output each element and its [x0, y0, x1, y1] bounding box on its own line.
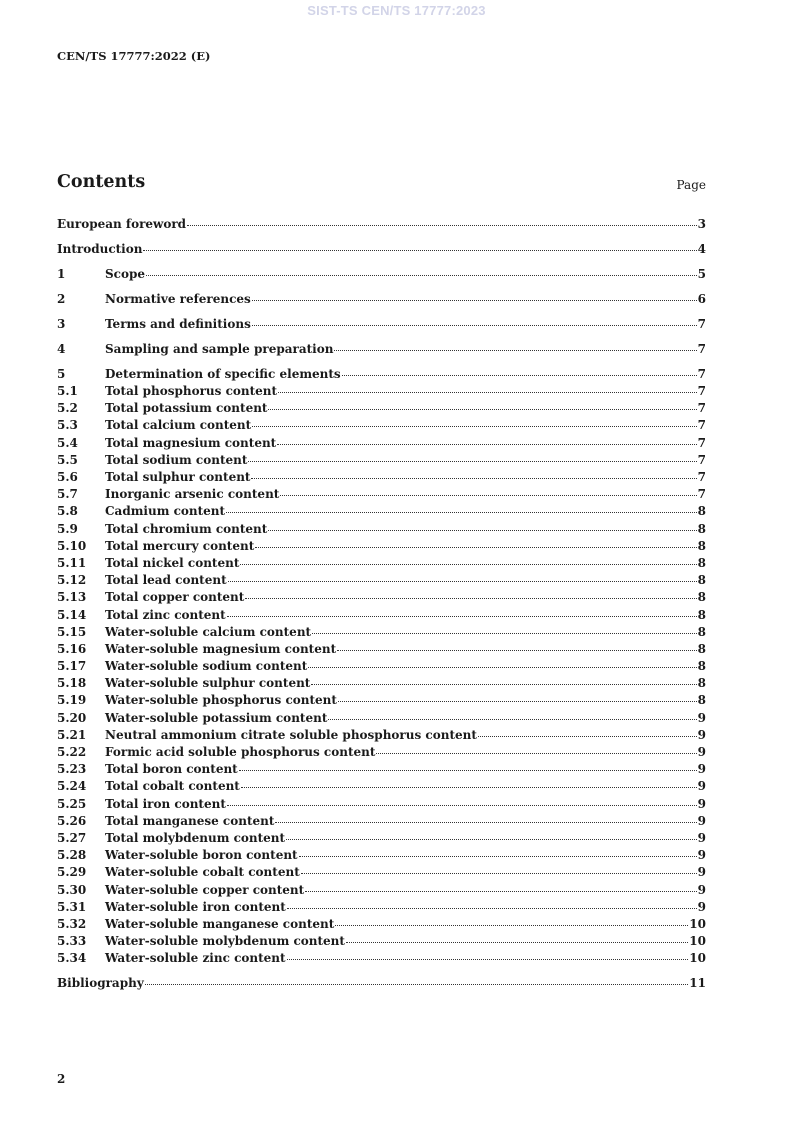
table-of-contents: [57, 216, 706, 992]
toc-entry[interactable]: [57, 916, 706, 933]
toc-entry-page: 7: [697, 401, 706, 416]
toc-entry[interactable]: [57, 521, 706, 538]
toc-entry-title: Sampling and sample preparation: [105, 341, 334, 356]
toc-entry-page: 8: [697, 590, 706, 605]
dot-leader: [334, 349, 696, 351]
toc-entry-number: 5.31: [57, 899, 87, 914]
toc-entry-page: 8: [697, 641, 706, 656]
toc-entry[interactable]: [57, 778, 706, 795]
dot-leader: [312, 632, 697, 634]
toc-entry[interactable]: [57, 882, 706, 899]
toc-entry-page: 9: [697, 796, 706, 811]
toc-entry[interactable]: [57, 950, 706, 967]
toc-entry-title: Bibliography: [57, 976, 144, 991]
dot-leader: [478, 735, 697, 737]
toc-entry-page: 7: [697, 366, 706, 381]
toc-entry[interactable]: [57, 847, 706, 864]
toc-entry-number: 5.26: [57, 813, 87, 828]
toc-entry-page: 5: [697, 266, 706, 281]
toc-entry-number: 5.10: [57, 538, 87, 553]
toc-entry-title: Total manganese content: [105, 813, 275, 828]
toc-entry-number: 5.29: [57, 865, 87, 880]
toc-entry-page: 10: [689, 916, 706, 931]
dot-leader: [301, 872, 697, 874]
toc-entry[interactable]: [57, 383, 706, 400]
dot-leader: [227, 804, 697, 806]
toc-entry-number: 5.13: [57, 590, 87, 605]
toc-entry-number: 5.21: [57, 727, 87, 742]
toc-entry-title: Water-soluble sulphur content: [105, 676, 311, 691]
page-column-label: Page: [676, 178, 706, 192]
toc-entry-page: 7: [697, 470, 706, 485]
dot-leader: [311, 683, 696, 685]
dot-leader: [346, 941, 688, 943]
toc-entry[interactable]: [57, 692, 706, 709]
document-id: CEN/TS 17777:2022 (E): [57, 49, 211, 63]
dot-leader: [286, 838, 697, 840]
toc-entry-page: 8: [697, 607, 706, 622]
toc-entry-number: 5.27: [57, 830, 87, 845]
toc-entry[interactable]: [57, 452, 706, 469]
dot-leader: [278, 391, 697, 393]
toc-entry[interactable]: [57, 589, 706, 606]
toc-entry-page: 8: [697, 521, 706, 536]
toc-entry-title: Total calcium content: [105, 418, 252, 433]
dot-leader: [146, 274, 697, 276]
dot-leader: [277, 443, 696, 445]
toc-entry-title: Total lead content: [105, 573, 227, 588]
toc-entry[interactable]: [57, 864, 706, 881]
toc-entry-page: 8: [697, 573, 706, 588]
dot-leader: [251, 477, 696, 479]
toc-entry-number: 1: [57, 266, 66, 281]
toc-entry-title: Total copper content: [105, 590, 245, 605]
dot-leader: [226, 511, 697, 513]
toc-entry-page: 9: [697, 899, 706, 914]
contents-title: Contents: [57, 172, 146, 192]
dot-leader: [255, 546, 696, 548]
toc-entry-number: 5.22: [57, 745, 87, 760]
toc-entry-number: 2: [57, 291, 66, 306]
toc-entry[interactable]: [57, 366, 706, 383]
toc-entry-title: Water-soluble iron content: [105, 899, 286, 914]
toc-entry-title: Total phosphorus content: [105, 384, 278, 399]
toc-entry-page: 9: [697, 848, 706, 863]
toc-entry-page: 9: [697, 865, 706, 880]
toc-entry-title: Total mercury content: [105, 538, 255, 553]
toc-entry[interactable]: [57, 216, 706, 233]
toc-entry-page: 10: [689, 934, 706, 949]
toc-entry-page: 9: [697, 779, 706, 794]
toc-entry-number: 5.2: [57, 401, 78, 416]
toc-entry-page: 8: [697, 676, 706, 691]
toc-entry-title: European foreword: [57, 217, 187, 231]
dot-leader: [268, 408, 696, 410]
toc-entry-title: Water-soluble magnesium content: [105, 641, 337, 656]
dot-leader: [337, 649, 697, 651]
dot-leader: [252, 425, 696, 427]
toc-entry[interactable]: [57, 572, 706, 589]
dot-leader: [227, 615, 697, 617]
toc-entry-number: 5.14: [57, 607, 87, 622]
toc-entry-number: 5.25: [57, 796, 87, 811]
toc-entry-title: Formic acid soluble phosphorus content: [105, 745, 376, 760]
toc-entry-page: 7: [697, 418, 706, 433]
dot-leader: [338, 700, 697, 702]
toc-entry-title: Terms and definitions: [105, 316, 251, 331]
dot-leader: [275, 821, 696, 823]
toc-entry[interactable]: [57, 266, 706, 283]
toc-entry-title: Inorganic arsenic content: [105, 487, 280, 502]
toc-entry-title: Water-soluble manganese content: [105, 916, 335, 931]
dot-leader: [308, 666, 696, 668]
toc-entry-number: 5.11: [57, 555, 87, 570]
toc-entry[interactable]: [57, 899, 706, 916]
toc-entry[interactable]: [57, 607, 706, 624]
toc-entry-number: 5.20: [57, 710, 87, 725]
toc-entry-number: 5: [57, 366, 66, 381]
toc-entry-title: Total zinc content: [105, 607, 226, 622]
toc-entry-page: 9: [697, 813, 706, 828]
toc-entry[interactable]: [57, 641, 706, 658]
toc-entry-title: Water-soluble zinc content: [105, 951, 286, 966]
toc-entry-number: 5.16: [57, 641, 87, 656]
toc-entry-page: 7: [697, 316, 706, 331]
toc-entry-number: 5.3: [57, 418, 78, 433]
toc-entry-number: 5.9: [57, 521, 78, 536]
toc-entry-page: 9: [697, 830, 706, 845]
toc-entry-page: 7: [697, 384, 706, 399]
toc-entry[interactable]: [57, 744, 706, 761]
toc-entry-number: 4: [57, 341, 66, 356]
toc-entry-title: Water-soluble potassium content: [105, 710, 328, 725]
toc-entry-title: Water-soluble copper content: [105, 882, 305, 897]
toc-entry-title: Total sulphur content: [105, 470, 251, 485]
toc-entry-title: Total sodium content: [105, 452, 248, 467]
toc-entry-number: 5.23: [57, 762, 87, 777]
dot-leader: [240, 563, 696, 565]
toc-entry-title: Cadmium content: [105, 504, 226, 519]
dot-leader: [287, 958, 689, 960]
toc-entry-page: 9: [697, 745, 706, 760]
dot-leader: [268, 529, 696, 531]
toc-entry-page: 9: [697, 762, 706, 777]
toc-entry-title: Total potassium content: [105, 401, 268, 416]
toc-entry-number: 5.1: [57, 384, 78, 399]
contents-header: [57, 172, 706, 196]
toc-entry-title: Introduction: [57, 241, 143, 256]
toc-entry[interactable]: [57, 675, 706, 692]
toc-entry[interactable]: [57, 555, 706, 572]
toc-entry[interactable]: [57, 761, 706, 778]
dot-leader: [328, 718, 696, 720]
toc-entry-title: Total nickel content: [105, 555, 240, 570]
toc-entry-page: 7: [697, 487, 706, 502]
toc-entry[interactable]: [57, 727, 706, 744]
toc-entry[interactable]: [57, 710, 706, 727]
toc-entry-title: Water-soluble molybdenum content: [105, 934, 345, 949]
watermark: SIST-TS CEN/TS 17777:2023: [307, 3, 486, 18]
toc-entry-page: 8: [697, 504, 706, 519]
toc-entry-page: 7: [697, 452, 706, 467]
toc-entry-page: 8: [697, 659, 706, 674]
page-number: 2: [57, 1072, 66, 1086]
dot-leader: [280, 494, 696, 496]
toc-entry[interactable]: [57, 241, 706, 258]
toc-entry-page: 6: [697, 291, 706, 306]
toc-entry-number: 5.4: [57, 435, 78, 450]
dot-leader: [239, 769, 697, 771]
toc-entry[interactable]: [57, 316, 706, 333]
dot-leader: [252, 324, 697, 326]
toc-entry-number: 5.33: [57, 934, 87, 949]
dot-leader: [241, 786, 697, 788]
dot-leader: [248, 460, 696, 462]
toc-entry-number: 5.12: [57, 573, 87, 588]
dot-leader: [305, 890, 696, 892]
dot-leader: [342, 374, 697, 376]
toc-entry-title: Total chromium content: [105, 521, 268, 536]
toc-entry-page: 3: [697, 217, 706, 231]
toc-entry-title: Total magnesium content: [105, 435, 277, 450]
toc-entry-page: 4: [697, 241, 706, 256]
toc-entry[interactable]: [57, 435, 706, 452]
toc-entry[interactable]: [57, 341, 706, 358]
toc-entry[interactable]: [57, 658, 706, 675]
toc-entry-title: Normative references: [105, 291, 251, 306]
toc-entry-number: 5.8: [57, 504, 78, 519]
dot-leader: [187, 224, 697, 226]
toc-entry-title: Total molybdenum content: [105, 830, 286, 845]
toc-entry-number: 5.17: [57, 659, 87, 674]
toc-entry[interactable]: [57, 400, 706, 417]
toc-entry-number: 5.6: [57, 470, 78, 485]
toc-entry[interactable]: [57, 975, 706, 992]
dot-leader: [252, 299, 697, 301]
dot-leader: [228, 580, 697, 582]
toc-entry-title: Water-soluble boron content: [105, 848, 298, 863]
toc-entry[interactable]: [57, 538, 706, 555]
toc-entry-title: Water-soluble calcium content: [105, 624, 312, 639]
toc-entry-number: 5.5: [57, 452, 78, 467]
toc-entry-title: Water-soluble sodium content: [105, 659, 308, 674]
dot-leader: [335, 924, 688, 926]
toc-entry-title: Determination of specific elements: [105, 366, 341, 381]
toc-entry[interactable]: [57, 486, 706, 503]
toc-entry-title: Total cobalt content: [105, 779, 240, 794]
toc-entry-page: 8: [697, 624, 706, 639]
toc-entry-page: 8: [697, 538, 706, 553]
toc-entry-number: 5.24: [57, 779, 87, 794]
toc-entry-page: 9: [697, 727, 706, 742]
toc-entry-page: 11: [689, 976, 706, 991]
toc-entry-page: 7: [697, 341, 706, 356]
toc-entry[interactable]: [57, 291, 706, 308]
toc-entry[interactable]: [57, 813, 706, 830]
toc-entry[interactable]: [57, 417, 706, 434]
dot-leader: [299, 855, 697, 857]
toc-entry-number: 5.32: [57, 916, 87, 931]
toc-entry-title: Neutral ammonium citrate soluble phosphorus content: [105, 727, 477, 742]
toc-entry-title: Scope: [105, 266, 146, 281]
toc-entry-page: 9: [697, 710, 706, 725]
toc-entry-page: 7: [697, 435, 706, 450]
dot-leader: [376, 752, 696, 754]
toc-entry-page: 8: [697, 555, 706, 570]
dot-leader: [245, 597, 696, 599]
dot-leader: [145, 983, 689, 985]
toc-entry-number: 5.30: [57, 882, 87, 897]
toc-entry-title: Water-soluble cobalt content: [105, 865, 300, 880]
toc-entry[interactable]: [57, 503, 706, 520]
toc-entry-number: 5.19: [57, 693, 87, 708]
toc-entry-page: 10: [689, 951, 706, 966]
toc-entry-page: 8: [697, 693, 706, 708]
toc-entry-title: Water-soluble phosphorus content: [105, 693, 337, 708]
toc-entry-number: 5.28: [57, 848, 87, 863]
toc-entry[interactable]: [57, 830, 706, 847]
toc-entry[interactable]: [57, 624, 706, 641]
toc-entry-number: 5.7: [57, 487, 78, 502]
toc-entry-number: 3: [57, 316, 66, 331]
toc-entry[interactable]: [57, 933, 706, 950]
toc-entry-title: Total iron content: [105, 796, 226, 811]
dot-leader: [143, 249, 696, 251]
toc-entry[interactable]: [57, 796, 706, 813]
toc-entry-number: 5.18: [57, 676, 87, 691]
toc-entry-title: Total boron content: [105, 762, 238, 777]
dot-leader: [287, 907, 697, 909]
toc-entry-number: 5.34: [57, 951, 87, 966]
toc-entry-page: 9: [697, 882, 706, 897]
toc-entry[interactable]: [57, 469, 706, 486]
toc-entry-number: 5.15: [57, 624, 87, 639]
